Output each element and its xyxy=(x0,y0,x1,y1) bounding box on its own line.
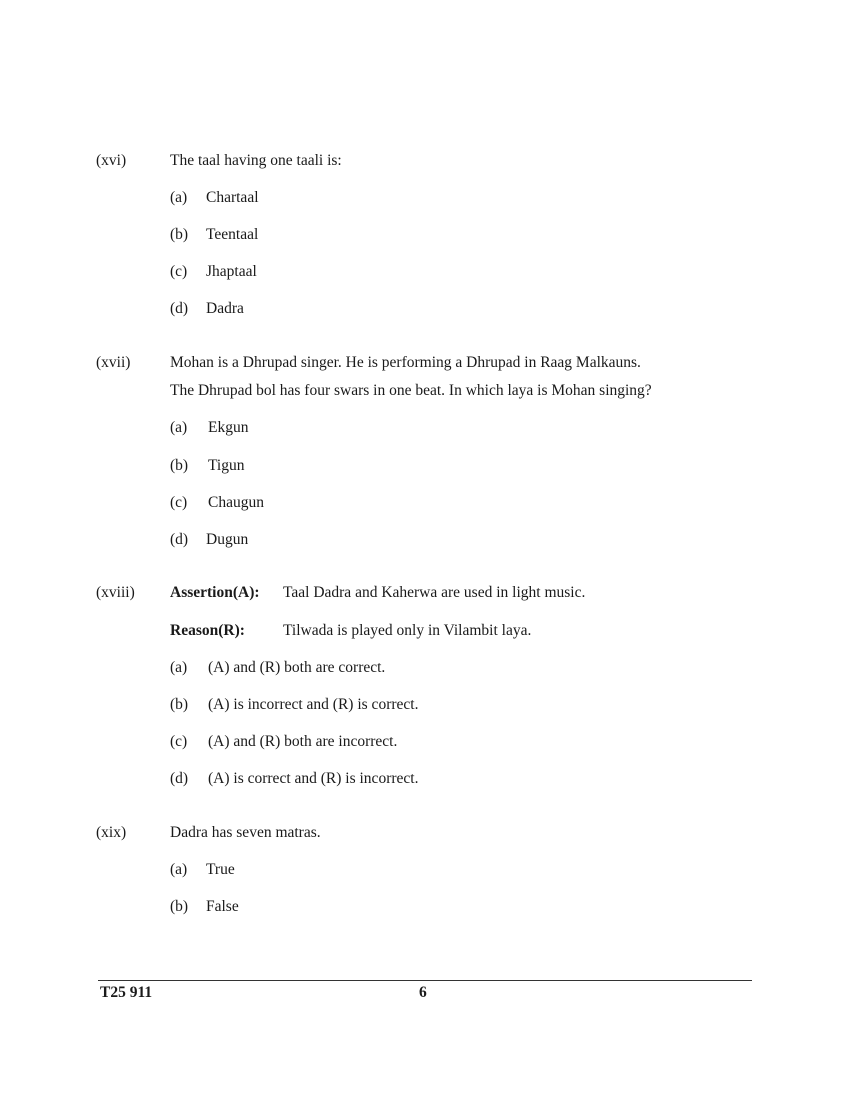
assertion-text: Taal Dadra and Kaherwa are used in light music. xyxy=(283,584,586,601)
question-stem: Mohan is a Dhrupad singer. He is performing a Dhrupad in Raag Malkauns. xyxy=(170,354,641,371)
option-text: Chaugun xyxy=(208,494,264,511)
question-stem: The taal having one taali is: xyxy=(170,152,342,169)
option-label: (d) xyxy=(170,531,189,548)
option-text: (A) is incorrect and (R) is correct. xyxy=(208,696,419,713)
option-label: (c) xyxy=(170,494,188,511)
option-text: False xyxy=(206,898,239,915)
option-text: Jhaptaal xyxy=(206,263,257,280)
question-number: (xvi) xyxy=(96,152,127,169)
question-number: (xvii) xyxy=(96,354,131,371)
option-label: (b) xyxy=(170,226,189,243)
option-label: (a) xyxy=(170,659,188,676)
question-number: (xix) xyxy=(96,824,127,841)
option-label: (a) xyxy=(170,861,188,878)
option-label: (a) xyxy=(170,419,188,436)
option-text: Ekgun xyxy=(208,419,249,436)
page-number: 6 xyxy=(419,984,427,1001)
question-number: (xviii) xyxy=(96,584,135,601)
option-label: (b) xyxy=(170,696,189,713)
assertion-label: Assertion(A): xyxy=(170,584,260,601)
option-label: (c) xyxy=(170,733,188,750)
option-label: (c) xyxy=(170,263,188,280)
option-text: Chartaal xyxy=(206,189,259,206)
option-label: (b) xyxy=(170,898,189,915)
option-text: (A) and (R) both are correct. xyxy=(208,659,386,676)
option-text: Teentaal xyxy=(206,226,259,243)
footer-code: T25 911 xyxy=(100,984,153,1001)
option-label: (b) xyxy=(170,457,189,474)
option-text: True xyxy=(206,861,235,878)
option-text: Tigun xyxy=(208,457,245,474)
option-label: (a) xyxy=(170,189,188,206)
option-label: (d) xyxy=(170,770,189,787)
footer-divider xyxy=(98,980,752,981)
option-text: (A) and (R) both are incorrect. xyxy=(208,733,398,750)
reason-label: Reason(R): xyxy=(170,622,245,639)
option-text: Dugun xyxy=(206,531,249,548)
question-stem: The Dhrupad bol has four swars in one beat. In which laya is Mohan singing? xyxy=(170,382,652,399)
reason-text: Tilwada is played only in Vilambit laya. xyxy=(283,622,532,639)
option-label: (d) xyxy=(170,300,189,317)
option-text: Dadra xyxy=(206,300,244,317)
option-text: (A) is correct and (R) is incorrect. xyxy=(208,770,419,787)
question-stem: Dadra has seven matras. xyxy=(170,824,321,841)
